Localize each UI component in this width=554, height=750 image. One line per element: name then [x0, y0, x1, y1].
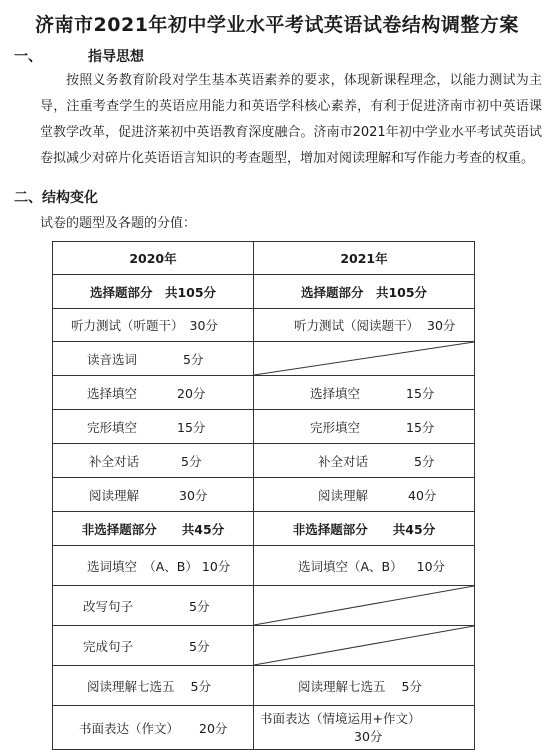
table-intro: 试卷的题型及各题的分值： [40, 216, 197, 231]
header-2021: 2021年 [254, 242, 475, 275]
cell-2021 [254, 706, 475, 750]
table-row [53, 410, 475, 444]
guiding-paragraph: 按照义务教育阶段对学生基本英语素养的要求，体现新课程理念，以能力测试为主导，注重考查学生的英语应用能力和英语学科核心素养，有利于促进济南市初中英语课堂教学改革，促进济莱初中英语教育深度融合。济南市2021年初中学业水平考试英语试卷拟减少对碎片化英语语言知识的考查题型，增加对阅读理解和写作能力考查的权重。 [40, 73, 542, 166]
cell-2020 [53, 706, 254, 750]
item-points: 30分 [189, 318, 218, 333]
item-points: 5分 [190, 678, 211, 694]
table-row [53, 309, 475, 342]
item-points: 20分 [199, 720, 228, 736]
item-label: 完形填空 [310, 419, 361, 435]
item-points: 5分 [181, 453, 202, 469]
subjective-2020: 非选择题部分 共45分 [53, 512, 254, 546]
item-points: 30分 [179, 487, 208, 503]
table-row [53, 626, 475, 666]
cell-2020 [53, 626, 254, 666]
cell-2021 [254, 546, 475, 586]
cell-2020 [53, 410, 254, 444]
section-1-number: 一、 [14, 49, 42, 65]
cell-2021 [254, 410, 475, 444]
subjective-2021: 非选择题部分 共45分 [254, 512, 475, 546]
strike-line [254, 342, 474, 375]
cell-2020 [53, 478, 254, 512]
item-points: 20分 [177, 385, 206, 401]
item-points: 15分 [406, 419, 435, 435]
table-row [53, 444, 475, 478]
cell-2020 [53, 586, 254, 626]
cell-2021 [254, 666, 475, 706]
item-label: 听力测试（听题干） [71, 318, 184, 333]
section-2-heading: 二、结构变化 [14, 190, 98, 206]
strike-line [254, 586, 474, 625]
item-points: 30分 [354, 728, 383, 744]
item-points: 5分 [401, 678, 422, 694]
table-row [53, 376, 475, 410]
score-table [52, 241, 475, 750]
item-label: 阅读理解七选五 [87, 678, 175, 694]
item-points: 15分 [177, 419, 206, 435]
item-label: 选词填空 （A、B） [87, 558, 198, 574]
item-points: 30分 [427, 318, 456, 333]
cell-2020 [53, 342, 254, 376]
item-label: 读音选词 [87, 351, 138, 367]
cell-2021 [254, 444, 475, 478]
item-label: 阅读理解 [318, 487, 369, 503]
item-label: 补全对话 [318, 453, 369, 469]
objective-2021: 选择题部分 共105分 [254, 275, 475, 309]
table-row [53, 478, 475, 512]
item-label: 阅读理解七选五 [298, 678, 386, 694]
item-points: 10分 [201, 558, 231, 574]
item-points: 5分 [183, 351, 204, 367]
item-points: 5分 [414, 453, 435, 469]
document-title: 济南市2021年初中学业水平考试英语试卷结构调整方案 [35, 14, 519, 36]
item-points: 15分 [406, 385, 435, 401]
item-label: 书面表达（情境运用+作文） [260, 710, 421, 726]
item-label: 选词填空（A、B） [298, 558, 403, 574]
table-row [53, 706, 475, 750]
item-label: 阅读理解 [89, 487, 140, 503]
cell-2021 [254, 376, 475, 410]
objective-2020: 选择题部分 共105分 [53, 275, 254, 309]
header-2020: 2020年 [53, 242, 254, 275]
table-row [53, 586, 475, 626]
item-points: 10分 [416, 558, 446, 574]
cell-2021 [254, 478, 475, 512]
objective-row [53, 275, 475, 309]
subjective-row [53, 512, 475, 546]
item-points: 40分 [408, 487, 437, 503]
cell-2020 [53, 444, 254, 478]
table-row [53, 342, 475, 376]
item-label: 选择填空 [87, 385, 138, 401]
item-label: 完成句子 [83, 638, 134, 654]
cell-2020 [53, 376, 254, 410]
item-label: 听力测试（阅读题干） [294, 318, 420, 333]
removed-cell-2021 [254, 626, 475, 666]
table-row [53, 666, 475, 706]
item-label: 完形填空 [87, 419, 138, 435]
table-header-row [53, 242, 475, 275]
removed-cell-2021 [254, 586, 475, 626]
cell-2020 [53, 309, 254, 342]
item-label: 书面表达（作文） [79, 720, 180, 736]
item-label: 改写句子 [83, 598, 134, 614]
item-points: 5分 [189, 638, 210, 654]
item-label: 补全对话 [89, 453, 140, 469]
removed-cell-2021 [254, 342, 475, 376]
cell-2021 [254, 309, 475, 342]
table-row [53, 546, 475, 586]
section-1-heading: 指导思想 [88, 49, 144, 65]
strike-line [254, 626, 474, 665]
cell-2020 [53, 666, 254, 706]
cell-2020 [53, 546, 254, 586]
item-label: 选择填空 [310, 385, 361, 401]
item-points: 5分 [189, 598, 210, 614]
